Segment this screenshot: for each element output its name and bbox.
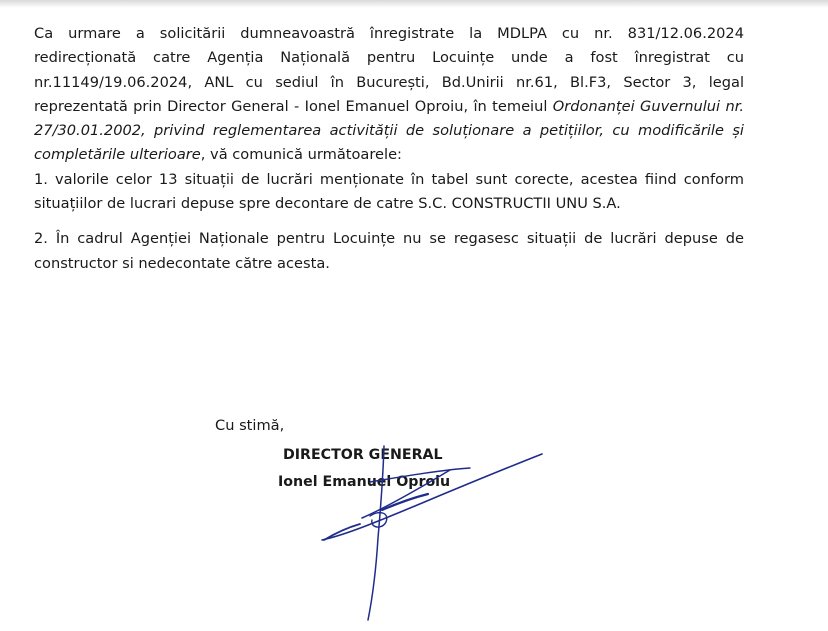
handwritten-signature bbox=[300, 440, 560, 631]
legal-reference: Ordonanței Guvernului nr. 27/30.01.2002, privind reglementarea activității de soluționare a petițiilor, cu modificările și completările ulterioare bbox=[34, 97, 744, 164]
paragraph-gap bbox=[34, 216, 744, 227]
intro-paragraph bbox=[34, 22, 744, 168]
signatory-name: Ionel Emanuel Oproiu bbox=[278, 474, 451, 490]
letter-body bbox=[34, 22, 744, 276]
item-1: 1. valorile celor 13 situații de lucrări menționate în tabel sunt corecte, acestea fiind conform situațiilor de lucrari depuse spre decontare de catre S.C. CONSTRUCTII UNU S.A. bbox=[34, 170, 744, 213]
intro-text: Ca urmare a solicitării dumneavoastră înregistrate la MDLPA cu nr. 831/12.06.2024 redirecționată catre Agenția Națională pentru Locuințe unde a fost înregistrat cu nr.11149/19.06.2024, ANL cu sediul în București, Bd.Unirii nr.61, Bl.F3, Sector 3, legal reprezentată prin Director General - Ionel Emanuel Oproiu, în temeiul bbox=[34, 25, 744, 115]
salutation: Cu stimă, bbox=[215, 417, 285, 434]
scan-top-edge bbox=[0, 0, 828, 8]
signatory-title: DIRECTOR GENERAL bbox=[283, 447, 443, 463]
item-2: 2. În cadrul Agenției Naționale pentru Locuințe nu se regasesc situații de lucrări depuse de constructor si nedecontate către acesta. bbox=[34, 230, 744, 272]
intro-text-end: , vă comunică următoarele: bbox=[200, 146, 402, 164]
